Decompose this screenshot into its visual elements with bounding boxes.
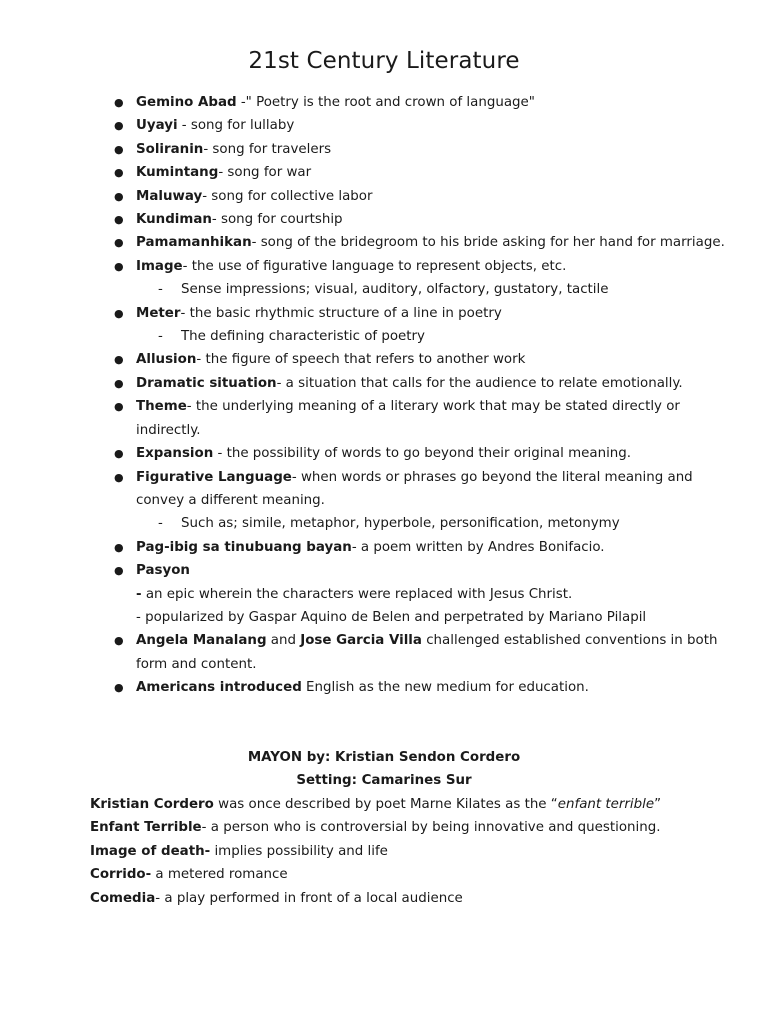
definition: - the use of figurative language to represent objects, etc. <box>182 258 567 274</box>
definition: - a situation that calls for the audience to relate emotionally. <box>276 375 683 391</box>
definition: was once described by poet Marne Kilates as the “ <box>213 797 558 812</box>
section-setting: Setting: Camarines Sur <box>296 773 472 788</box>
term: Figurative Language <box>136 469 292 485</box>
term: Kumintang <box>136 165 219 181</box>
term: Meter <box>136 305 181 321</box>
bullet-icon: ● <box>114 306 124 320</box>
term: Uyayi <box>136 118 178 134</box>
definition: - song for lullaby <box>177 118 295 134</box>
section-heading: MAYON by: Kristian Sendon Cordero <box>247 750 521 765</box>
term: Image of death- <box>90 843 211 859</box>
term: Dramatic situation <box>136 375 277 391</box>
term: Pamamanhikan <box>136 235 252 251</box>
sub-text: Sense impressions; visual, auditory, olfactory, gustatory, tactile <box>181 282 609 298</box>
bullet-icon: ● <box>114 376 124 390</box>
definition-dash: - <box>136 586 142 602</box>
list-item <box>112 91 732 114</box>
definition: - song for travelers <box>203 141 332 157</box>
sub-list <box>136 325 732 348</box>
definition-row <box>90 793 730 816</box>
definition: - a poem written by Andres Bonifacio. <box>351 539 605 555</box>
definition: - when words or phrases go beyond the literal meaning and convey a different meaning. <box>136 469 693 508</box>
term: Soliranin <box>136 141 204 157</box>
bullet-icon: ● <box>114 213 124 227</box>
definition: - the basic rhythmic structure of a line in poetry <box>180 305 502 321</box>
bullet-icon: ● <box>114 447 124 461</box>
closing-quote: ” <box>654 797 662 812</box>
definition: - song for collective labor <box>202 188 373 204</box>
connector: and <box>266 633 301 649</box>
dash-marker: - <box>158 516 163 532</box>
list-item <box>112 442 732 465</box>
bullet-icon: ● <box>114 353 124 367</box>
sub-list <box>136 512 732 535</box>
term: Americans introduced <box>136 680 302 696</box>
sub-item <box>136 512 732 535</box>
term: Jose Garcia Villa <box>300 633 422 649</box>
list-item <box>112 466 732 536</box>
term: Expansion <box>136 446 214 462</box>
list-item <box>112 348 732 371</box>
bullet-icon: ● <box>114 470 124 484</box>
definition-row <box>90 840 730 863</box>
term: Image <box>136 258 183 274</box>
list-item <box>112 536 732 559</box>
emphasis: enfant terrible <box>557 797 655 812</box>
definition: - a play performed in front of a local audience <box>155 890 463 906</box>
term: Pag-ibig sa tinubuang bayan <box>136 539 352 555</box>
bullet-icon: ● <box>114 166 124 180</box>
definition: English as the new medium for education. <box>301 680 589 696</box>
list-item <box>112 138 732 161</box>
definition: - song of the bridegroom to his bride asking for her hand for marriage. <box>251 235 725 251</box>
definition: - song for courtship <box>211 212 343 228</box>
term: Kundiman <box>136 212 212 228</box>
definition-row <box>90 863 730 886</box>
bullet-list <box>112 91 732 700</box>
definition-line <box>136 583 732 606</box>
list-item <box>112 559 732 629</box>
list-item <box>112 208 732 231</box>
term: Kristian Cordero <box>90 797 214 812</box>
sub-item <box>136 278 732 301</box>
term: Corrido- <box>90 867 152 883</box>
bullet-icon: ● <box>114 236 124 250</box>
definition: - the figure of speech that refers to another work <box>196 352 526 368</box>
term: Enfant Terrible <box>90 820 202 836</box>
bullet-icon: ● <box>114 540 124 554</box>
bullet-icon: ● <box>114 564 124 578</box>
term: Angela Manalang <box>136 633 267 649</box>
page-title: 21st Century Literature <box>248 48 520 74</box>
definition-row <box>90 887 730 910</box>
definition: - the possibility of words to go beyond their original meaning. <box>213 446 632 462</box>
list-item <box>112 114 732 137</box>
bullet-icon: ● <box>114 119 124 133</box>
bullet-icon: ● <box>114 634 124 648</box>
list-item <box>112 185 732 208</box>
bullet-icon: ● <box>114 142 124 156</box>
sub-text: The defining characteristic of poetry <box>181 329 425 345</box>
sub-list <box>136 278 732 301</box>
definition-line: - popularized by Gaspar Aquino de Belen and perpetrated by Mariano Pilapil <box>136 609 647 625</box>
list-item <box>112 161 732 184</box>
bullet-icon: ● <box>114 400 124 414</box>
list-item <box>112 231 732 254</box>
sub-item <box>136 325 732 348</box>
dash-marker: - <box>158 282 163 298</box>
term: Pasyon <box>136 563 190 579</box>
list-item <box>112 676 732 699</box>
definition: - the underlying meaning of a literary work that may be stated directly or indirectly. <box>136 399 680 438</box>
list-item <box>112 629 732 676</box>
list-item <box>112 302 732 349</box>
term: Gemino Abad <box>136 95 237 110</box>
term: Allusion <box>136 352 197 368</box>
bullet-icon: ● <box>114 189 124 203</box>
term: Maluway <box>136 188 203 204</box>
definition: an epic wherein the characters were replaced with Jesus Christ. <box>141 586 573 602</box>
dash-marker: - <box>158 329 163 345</box>
term: Theme <box>136 399 187 415</box>
definition: - song for war <box>218 165 312 181</box>
list-item <box>112 372 732 395</box>
list-item <box>112 395 732 442</box>
definition: -" Poetry is the root and crown of language" <box>236 95 535 110</box>
definition-list <box>90 793 730 910</box>
bullet-icon: ● <box>114 259 124 273</box>
bullet-icon: ● <box>114 96 124 109</box>
bullet-icon: ● <box>114 681 124 695</box>
definition: - a person who is controversial by being innovative and questioning. <box>201 820 661 836</box>
sub-text: Such as; simile, metaphor, hyperbole, personification, metonymy <box>181 516 620 532</box>
definition: challenged established conventions in both form and content. <box>136 633 718 672</box>
definition-row <box>90 816 730 839</box>
list-item <box>112 255 732 302</box>
definition: a metered romance <box>151 867 288 883</box>
term: Comedia <box>90 890 156 906</box>
definition: implies possibility and life <box>210 843 388 859</box>
